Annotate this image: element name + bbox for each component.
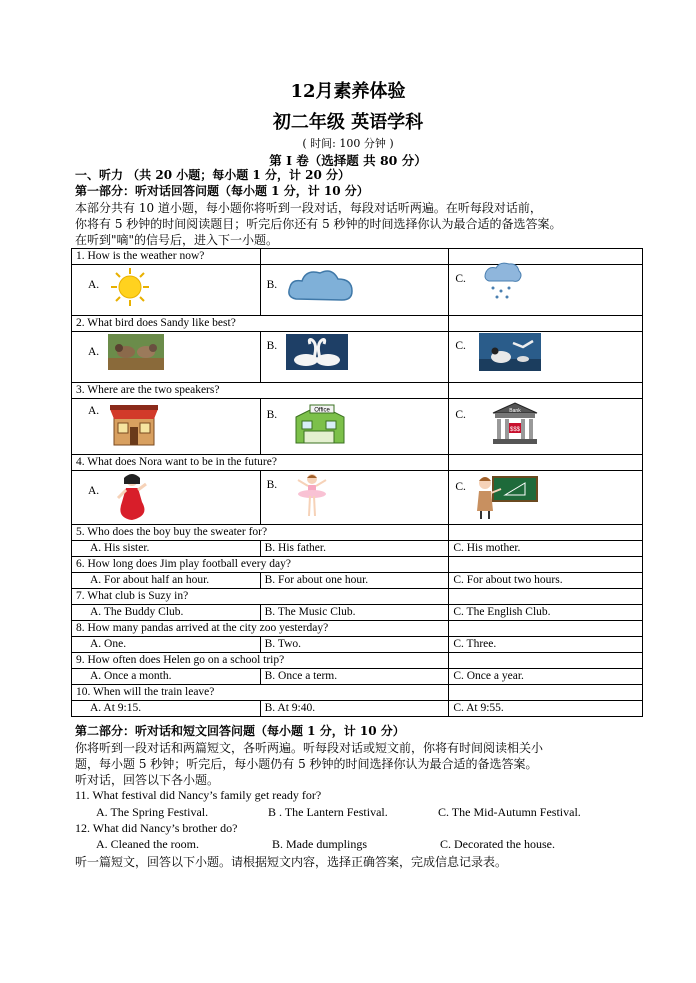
volume-heading: 第 I 卷（选择题 共 80 分） [269, 153, 427, 168]
option-6b[interactable]: B. For about one hour. [260, 573, 449, 589]
seagulls-photo [479, 333, 541, 371]
part2-instruction-4: 听一篇短文，回答以下小题。请根据短文内容，选择正确答案，完成信息记录表。 [75, 855, 508, 869]
question-11: 11. What festival did Nancy’s family get ready for? [75, 788, 322, 802]
option-2b[interactable]: B. [260, 332, 449, 383]
question-7: 7. What club is Suzy in? [72, 589, 449, 605]
option-12b[interactable]: B. Made dumplings [272, 837, 367, 851]
option-9a[interactable]: A. Once a month. [72, 669, 261, 685]
option-4a[interactable]: A. [72, 471, 261, 525]
part2-instruction-2: 题，每小题 5 秒钟；听完后，每小题仍有 5 秒钟的时间选择你认为最合适的备选答案。 [75, 757, 538, 771]
part1-heading: 第一部分：听对话回答问题（每小题 1 分，计 10 分） [75, 184, 369, 198]
office-building-icon [290, 401, 350, 445]
page-title: 12月素养体验 [290, 81, 406, 102]
ballerina-icon [294, 472, 330, 522]
page-subtitle: 初二年级 英语学科 [272, 112, 424, 133]
question-6: 6. How long does Jim play football every day? [72, 557, 449, 573]
question-8: 8. How many pandas arrived at the city zoo yesterday? [72, 621, 449, 637]
exam-time: ( 时间: 100 分钟 ) [302, 137, 394, 150]
option-9c[interactable]: C. Once a year. [449, 669, 643, 685]
option-9b[interactable]: B. Once a term. [260, 669, 449, 685]
teacher-icon [475, 473, 539, 521]
option-8c[interactable]: C. Three. [449, 637, 643, 653]
option-3b[interactable]: B. Office [260, 399, 449, 455]
option-4c[interactable]: C. [449, 471, 643, 525]
listening-table [71, 248, 643, 717]
dancer-girl-icon [112, 472, 152, 522]
sun-icon [110, 267, 150, 307]
bank-sign-text: Bank [509, 408, 521, 414]
question-4: 4. What does Nora want to be in the future? [72, 455, 449, 471]
option-7b[interactable]: B. The Music Club. [260, 605, 449, 621]
part1-instruction-2: 你将有 5 秒钟的时间阅读题目；听完后你还有 5 秒钟的时间选择你认为最合适的备选答案。 [75, 217, 562, 231]
option-1a[interactable]: A. [72, 265, 261, 316]
cloud-icon [286, 267, 356, 305]
question-3: 3. Where are the two speakers? [72, 383, 449, 399]
option-7a[interactable]: A. The Buddy Club. [72, 605, 261, 621]
question-2: 2. What bird does Sandy like best? [72, 316, 449, 332]
option-1c[interactable]: C. [449, 265, 643, 316]
option-7c[interactable]: C. The English Club. [449, 605, 643, 621]
option-8b[interactable]: B. Two. [260, 637, 449, 653]
question-5: 5. Who does the boy buy the sweater for? [72, 525, 449, 541]
swans-photo [286, 334, 348, 370]
sparrows-photo [108, 334, 164, 370]
question-10: 10. When will the train leave? [72, 685, 449, 701]
option-11c[interactable]: C. The Mid-Autumn Festival. [438, 805, 581, 819]
part2-instruction-3: 听对话，回答以下各小题。 [75, 773, 220, 787]
part1-instruction-1: 本部分共有 10 道小题，每小题你将听到一段对话，每段对话听两遍。在听每段对话前， [75, 201, 542, 215]
option-8a[interactable]: A. One. [72, 637, 261, 653]
option-12a[interactable]: A. Cleaned the room. [96, 837, 199, 851]
option-12c[interactable]: C. Decorated the house. [440, 837, 555, 851]
option-11a[interactable]: A. The Spring Festival. [96, 805, 209, 819]
option-4b[interactable]: B. [260, 471, 449, 525]
rain-cloud-icon [483, 261, 523, 301]
part2-instruction-1: 你将听到一段对话和两篇短文，各听两遍。听每段对话或短文前，你将有时间阅读相关小 [75, 741, 544, 755]
option-2c[interactable]: C. [449, 332, 643, 383]
svg-text:$$$: $$$ [509, 427, 520, 433]
section1-heading: 一、听力 （共 20 小题；每小题 1 分，计 20 分） [75, 168, 350, 182]
office-sign-text: Office [314, 407, 330, 414]
option-2a[interactable]: A. [72, 332, 261, 383]
option-11b[interactable]: B . The Lantern Festival. [268, 805, 388, 819]
question-12: 12. What did Nancy’s brother do? [75, 821, 238, 835]
option-3c[interactable]: C. Bank $$$ [449, 399, 643, 455]
bank-icon [489, 401, 541, 445]
restaurant-icon [108, 403, 160, 447]
option-10a[interactable]: A. At 9:15. [72, 701, 261, 717]
question-1: 1. How is the weather now? [72, 249, 261, 265]
part1-instruction-3: 在听到"嘀"的信号后，进入下一小题。 [75, 233, 279, 247]
option-6a[interactable]: A. For about half an hour. [72, 573, 261, 589]
option-6c[interactable]: C. For about two hours. [449, 573, 643, 589]
option-10c[interactable]: C. At 9:55. [449, 701, 643, 717]
question-9: 9. How often does Helen go on a school trip? [72, 653, 449, 669]
option-5a[interactable]: A. His sister. [72, 541, 261, 557]
option-5c[interactable]: C. His mother. [449, 541, 643, 557]
option-5b[interactable]: B. His father. [260, 541, 449, 557]
option-1b[interactable]: B. [260, 265, 449, 316]
part2-heading: 第二部分：听对话和短文回答问题（每小题 1 分，计 10 分） [75, 724, 405, 738]
option-10b[interactable]: B. At 9:40. [260, 701, 449, 717]
option-3a[interactable]: A. [72, 399, 261, 455]
